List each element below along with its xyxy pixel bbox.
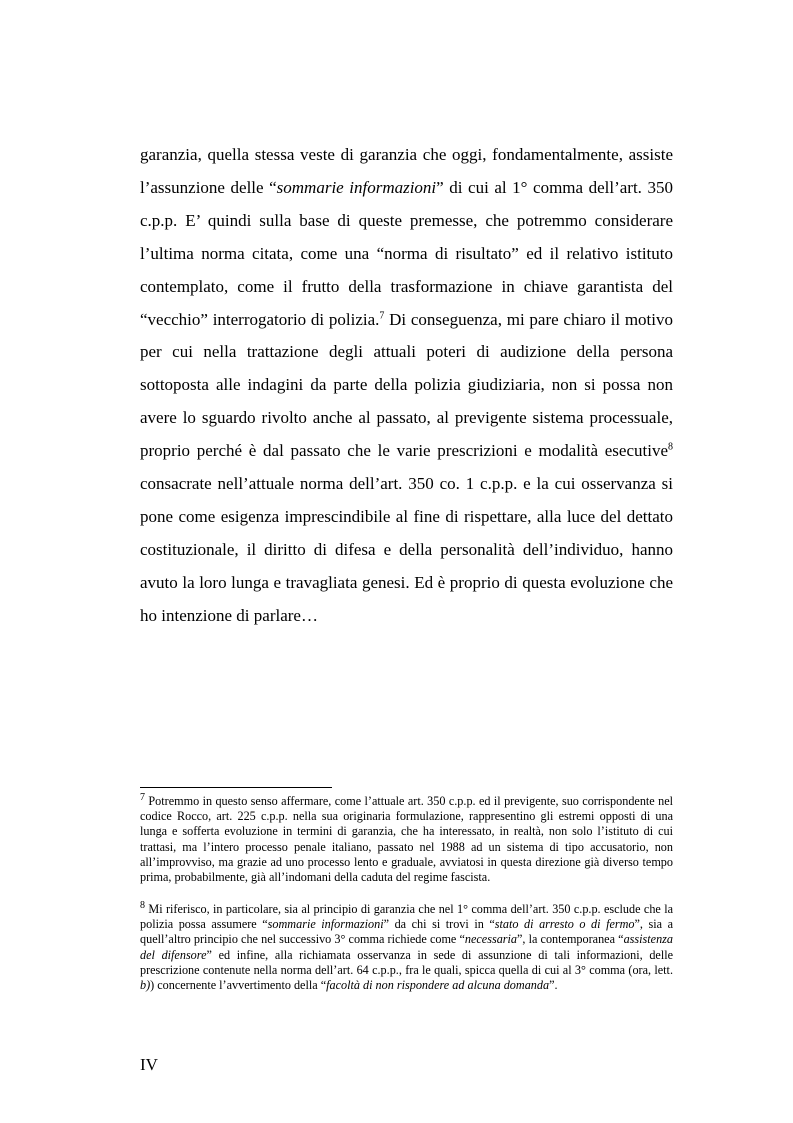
footnote-text: ) concernente l’avvertimento della “ [150,978,327,993]
body-text: consacrate nell’attuale norma dell’art. 350 co. 1 c.p.p. e la cui osservanza si pone come esigenza imprescindibile al fine di rispettare, alla luce del dettato costituzionale, il diritto di difesa e della personalità dell’individuo, hanno avuto la loro lunga e travagliata genesi. Ed è proprio di questa evoluzione che ho intenzione di parlare… [140,474,673,625]
footnote-italic-text: necessaria [464,932,518,947]
body-text: Di conseguenza, mi pare chiaro il motivo per cui nella trattazione degli attuali poteri di audizione della persona sottoposta alle indagini da parte della polizia giudiziaria, non si possa non avere lo sguardo rivolto anche al passato, al previgente sistema processuale, proprio perché è dal passato che le varie prescrizioni e modalità esecutive [140,309,673,461]
footnote-number: 7 [140,791,145,803]
footnote-text: Potremmo in questo senso affermare, come l’attuale art. 350 c.p.p. ed il previgente, suo corrispondente nel codice Rocco, art. 225 c.p.p. nella sua originaria formulazione, rappresentino gli estremi opposti di una lunga e sofferta evoluzione in termini di garanzia, che ha interessato, in realtà, non solo l’istituto di cui trattasi, ma l’intero processo penale italiano, passato nel 1988 ad un sistema di tipo accusatorio, non all’improvviso, ma grazie ad uno processo lento e graduale, avviatosi in questa direzione già diverso tempo prima, probabilmente, già all’indomani della caduta del regime fascista. [140,794,673,885]
footnote-italic-text: b) [140,978,151,993]
footnote-text: ”, sia a quell’altro principio che nel successivo 3° comma richiede come “ [140,917,674,947]
footnote-text: ”. [549,978,558,993]
body-text: garanzia, quella stessa veste di garanzia che oggi, fondamentalmente, assiste l’assunzione delle “ [140,145,673,197]
footnote-separator [140,787,332,788]
footnote-italic-text: assistenza del difensore [140,932,673,962]
footnote-text: Mi riferisco, in particolare, sia al principio di garanzia che nel 1° comma dell’art. 350 c.p.p. esclude che la polizia possa assumere “ [140,902,673,932]
footnote-8 [140,899,674,993]
footnote-text: ” ed infine, alla richiamata osservanza in sede di assunzione di tali informazioni, delle prescrizione contenute nella norma dell’art. 64 c.p.p., fra le quali, spicca quella di cui al 3° comma (ora, lett. [140,947,674,977]
page-number: IV [140,1055,158,1074]
body-paragraph [140,139,673,633]
footnote-number: 8 [140,899,145,911]
footnote-italic-text: stato di arresto o di fermo [494,917,635,932]
footnote-text: ” da chi si trovi in “ [383,917,495,932]
footnote-ref-7[interactable]: 7 [379,309,385,321]
footnote-italic-text: facoltà di non rispondere ad alcuna domanda [326,978,550,993]
footnote-text: ”, la contemporanea “ [517,932,624,947]
footnote-ref-8[interactable]: 8 [668,441,673,453]
footnote-7 [140,791,673,885]
footnote-italic-text: sommarie informazioni [267,917,384,932]
body-text: ” di cui al 1° comma dell’art. 350 c.p.p. E’ quindi sulla base di queste premesse, che potremmo considerare l’ultima norma citata, come una “norma di risultato” ed il relativo istituto contemplato, come il frutto della trasformazione in chiave garantista del “vecchio” interrogatorio di polizia. [140,177,673,329]
body-italic-text: sommarie informazioni [276,177,437,197]
